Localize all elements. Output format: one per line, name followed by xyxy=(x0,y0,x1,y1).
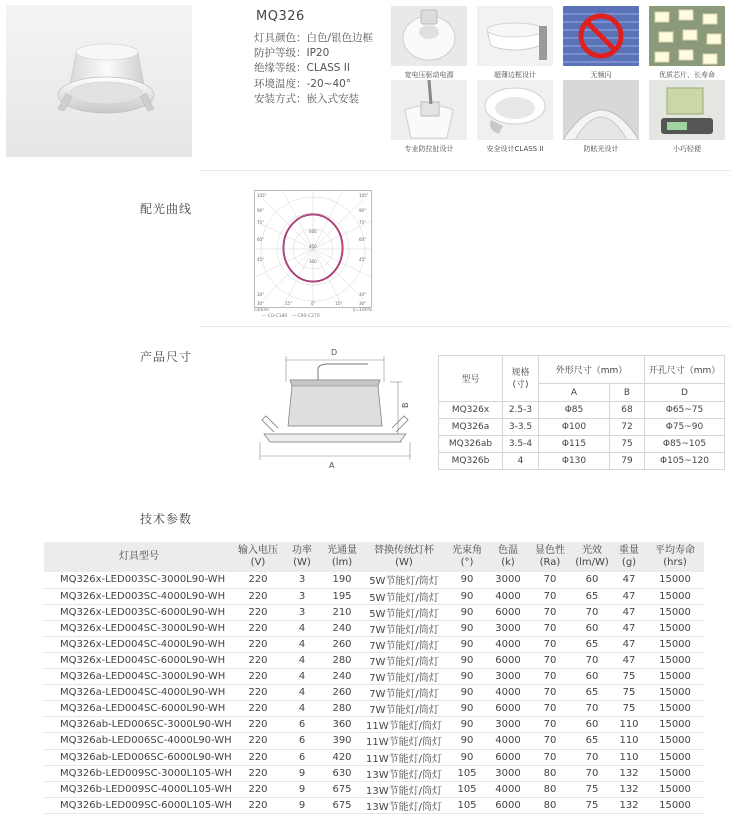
tech-cell: 220 xyxy=(234,572,282,588)
polar-footer xyxy=(254,308,372,313)
tech-cell: 90 xyxy=(446,749,488,765)
tech-cell-model: MQ326x-LED003SC-6000L90-WH xyxy=(44,604,234,620)
tech-cell: 80 xyxy=(528,765,572,781)
angle-label-right: 90° xyxy=(359,208,367,213)
anti-pull-icon xyxy=(391,80,467,140)
tech-cell: 60 xyxy=(572,572,612,588)
tech-cell: 4000 xyxy=(488,636,528,652)
tech-cell: 4 xyxy=(282,701,322,717)
tech-cell: 220 xyxy=(234,765,282,781)
spec-installation: 安装方式：嵌入式安装 xyxy=(254,92,359,105)
tech-cell: 75 xyxy=(612,669,646,685)
safety-icon xyxy=(477,80,553,140)
tech-cell: 6000 xyxy=(488,701,528,717)
tech-cell: 70 xyxy=(528,733,572,749)
tech-cell: 220 xyxy=(234,797,282,813)
tech-cell: 6 xyxy=(282,733,322,749)
table-row xyxy=(44,797,704,813)
tech-cell: 15000 xyxy=(646,572,704,588)
tech-cell: 4 xyxy=(282,669,322,685)
spec-list xyxy=(254,31,373,107)
angle-label-right: 105° xyxy=(359,193,369,198)
tech-cell: 90 xyxy=(446,636,488,652)
tech-cell: 15000 xyxy=(646,620,704,636)
tech-header-cri: 显色性 (Ra) xyxy=(528,542,572,572)
table-row xyxy=(44,701,704,717)
tech-cell: 4 xyxy=(282,620,322,636)
angle-label-left: 75° xyxy=(257,220,265,225)
tech-cell: 65 xyxy=(572,588,612,604)
tech-cell: 3 xyxy=(282,572,322,588)
tech-header-flux: 光通量 (lm) xyxy=(322,542,362,572)
tech-cell: 3000 xyxy=(488,669,528,685)
tech-cell: 47 xyxy=(612,652,646,668)
angle-label-right: 60° xyxy=(359,237,367,242)
tech-cell-model: MQ326ab-LED006SC-4000L90-WH xyxy=(44,733,234,749)
tech-cell: 65 xyxy=(572,733,612,749)
tech-cell: 280 xyxy=(322,652,362,668)
tech-cell: 105 xyxy=(446,765,488,781)
tech-cell: 220 xyxy=(234,717,282,733)
radial-label: 600 xyxy=(309,229,317,234)
downlight-icon xyxy=(6,5,192,157)
tech-cell: 75 xyxy=(612,701,646,717)
tech-cell: 220 xyxy=(234,620,282,636)
tech-cell: 11W节能灯/筒灯 xyxy=(362,749,446,765)
product-photo xyxy=(6,5,192,157)
feature-anti-pull: 专业防拉扯设计 xyxy=(391,80,467,154)
table-row xyxy=(44,572,704,588)
tech-cell: 70 xyxy=(528,685,572,701)
dim-header-spec: 规格 (寸) xyxy=(503,356,539,402)
tech-cell: 105 xyxy=(446,797,488,813)
tech-cell: 70 xyxy=(572,749,612,765)
tech-cell: 220 xyxy=(234,781,282,797)
table-row xyxy=(44,669,704,685)
tech-cell: 47 xyxy=(612,604,646,620)
tech-cell: 15000 xyxy=(646,781,704,797)
tech-cell-model: MQ326a-LED004SC-4000L90-WH xyxy=(44,685,234,701)
tech-cell: 70 xyxy=(528,669,572,685)
tech-cell: 260 xyxy=(322,685,362,701)
tech-cell: 15000 xyxy=(646,701,704,717)
tech-cell: 110 xyxy=(612,749,646,765)
tech-cell: 3 xyxy=(282,588,322,604)
tech-cell: 210 xyxy=(322,604,362,620)
tech-cell: 70 xyxy=(572,701,612,717)
tech-cell: 5W节能灯/筒灯 xyxy=(362,588,446,604)
tech-cell-model: MQ326b-LED009SC-4000L105-WH xyxy=(44,781,234,797)
tech-cell: 60 xyxy=(572,620,612,636)
angle-label-right: 75° xyxy=(359,220,367,225)
tech-cell: 90 xyxy=(446,669,488,685)
tech-cell: 220 xyxy=(234,588,282,604)
dimensions-title: 产品尺寸 xyxy=(140,350,193,364)
table-row xyxy=(44,749,704,765)
tech-cell: 47 xyxy=(612,588,646,604)
table-row xyxy=(44,636,704,652)
tech-cell: 260 xyxy=(322,636,362,652)
tech-cell: 80 xyxy=(528,797,572,813)
tech-cell-model: MQ326ab-LED006SC-3000L90-WH xyxy=(44,717,234,733)
tech-cell: 220 xyxy=(234,685,282,701)
polar-legend xyxy=(262,314,320,319)
tech-cell-model: MQ326x-LED003SC-4000L90-WH xyxy=(44,588,234,604)
tech-cell: 195 xyxy=(322,588,362,604)
tech-cell: 15000 xyxy=(646,717,704,733)
dim-row: MQ326x 2.5-3 Φ85 68 Φ65~75 xyxy=(439,402,725,419)
tech-cell: 220 xyxy=(234,701,282,717)
tech-cell: 75 xyxy=(612,685,646,701)
tech-cell: 420 xyxy=(322,749,362,765)
tech-cell: 15000 xyxy=(646,669,704,685)
dim-b-label: B xyxy=(401,402,410,408)
tech-cell: 90 xyxy=(446,620,488,636)
lightweight-icon xyxy=(649,80,725,140)
feature-no-flicker: 无频闪 xyxy=(563,6,639,80)
table-row xyxy=(44,781,704,797)
tech-cell: 5W节能灯/筒灯 xyxy=(362,572,446,588)
angle-label-left: 105° xyxy=(257,193,267,198)
tech-cell: 132 xyxy=(612,781,646,797)
tech-cell: 80 xyxy=(528,781,572,797)
tech-cell: 13W节能灯/筒灯 xyxy=(362,781,446,797)
tech-cell: 6 xyxy=(282,749,322,765)
tech-cell: 70 xyxy=(572,765,612,781)
spec-temperature: 环境温度：-20~40° xyxy=(254,77,352,90)
tech-cell: 70 xyxy=(528,749,572,765)
tech-cell: 70 xyxy=(528,652,572,668)
tech-cell: 132 xyxy=(612,797,646,813)
tech-cell: 70 xyxy=(528,588,572,604)
tech-cell: 90 xyxy=(446,733,488,749)
bottom-angle-label: 0° xyxy=(311,301,316,306)
tech-cell: 240 xyxy=(322,620,362,636)
tech-cell-model: MQ326a-LED004SC-6000L90-WH xyxy=(44,701,234,717)
table-row xyxy=(44,717,704,733)
tech-cell: 110 xyxy=(612,717,646,733)
spec-insulation: 绝缘等级：CLASS II xyxy=(254,62,350,75)
tech-cell-model: MQ326ab-LED006SC-6000L90-WH xyxy=(44,749,234,765)
tech-header-power: 功率 (W) xyxy=(282,542,322,572)
bottom-angle-label: 15° xyxy=(335,301,343,306)
tech-cell-model: MQ326a-LED004SC-3000L90-WH xyxy=(44,669,234,685)
tech-cell: 4000 xyxy=(488,685,528,701)
table-row xyxy=(44,620,704,636)
tech-cell: 4 xyxy=(282,652,322,668)
tech-cell: 90 xyxy=(446,717,488,733)
polar-efficiency: η=100% xyxy=(352,308,372,313)
spec-color: 灯具颜色：白色/银色边框 xyxy=(254,32,374,44)
tech-cell: 60 xyxy=(572,717,612,733)
polar-unit: cd/klm xyxy=(254,308,270,313)
tech-cell: 15000 xyxy=(646,797,704,813)
tech-cell: 47 xyxy=(612,636,646,652)
tech-cell: 6000 xyxy=(488,604,528,620)
tech-cell: 75 xyxy=(572,781,612,797)
tech-cell: 220 xyxy=(234,669,282,685)
tech-cell: 4000 xyxy=(488,733,528,749)
polar-chart xyxy=(254,190,372,308)
tech-cell-model: MQ326x-LED004SC-3000L90-WH xyxy=(44,620,234,636)
angle-label-left: 45° xyxy=(257,257,265,262)
tech-cell: 9 xyxy=(282,781,322,797)
dim-row: MQ326a 3-3.5 Φ100 72 Φ75~90 xyxy=(439,419,725,436)
angle-label-left: 30° xyxy=(257,292,265,297)
tech-cell: 105 xyxy=(446,781,488,797)
dimension-drawing xyxy=(250,342,420,472)
tech-cell: 220 xyxy=(234,604,282,620)
radial-label: 450 xyxy=(309,244,317,249)
table-row xyxy=(44,733,704,749)
tech-cell: 220 xyxy=(234,652,282,668)
tech-cell: 3000 xyxy=(488,765,528,781)
tech-cell: 220 xyxy=(234,733,282,749)
tech-cell: 675 xyxy=(322,797,362,813)
light-curve-title: 配光曲线 xyxy=(140,202,193,216)
tech-cell: 190 xyxy=(322,572,362,588)
tech-cell: 15000 xyxy=(646,604,704,620)
table-row xyxy=(44,652,704,668)
bottom-angle-label: 30° xyxy=(359,301,367,306)
feature-led-chip: 优质芯片、长寿命 xyxy=(649,6,725,80)
dim-header-b: B xyxy=(610,384,645,402)
tech-cell: 110 xyxy=(612,733,646,749)
tech-cell-model: MQ326x-LED003SC-3000L90-WH xyxy=(44,572,234,588)
tech-cell: 60 xyxy=(572,669,612,685)
tech-cell: 6000 xyxy=(488,749,528,765)
tech-cell: 70 xyxy=(528,636,572,652)
legend-c0: — C0-C180 xyxy=(262,314,288,319)
tech-cell: 7W节能灯/筒灯 xyxy=(362,620,446,636)
tech-cell: 90 xyxy=(446,685,488,701)
legend-c90: — C90-C270 xyxy=(291,314,320,319)
tech-cell: 15000 xyxy=(646,765,704,781)
tech-cell: 47 xyxy=(612,572,646,588)
feature-driver: 宽电压驱动电源 xyxy=(391,6,467,80)
tech-cell: 7W节能灯/筒灯 xyxy=(362,685,446,701)
angle-label-left: 90° xyxy=(257,208,265,213)
spec-ip: 防护等级：IP20 xyxy=(254,47,330,60)
tech-cell: 7W节能灯/筒灯 xyxy=(362,669,446,685)
tech-cell: 4 xyxy=(282,636,322,652)
tech-cell: 15000 xyxy=(646,685,704,701)
tech-cell: 70 xyxy=(572,604,612,620)
feature-anti-glare: 防眩光设计 xyxy=(563,80,639,154)
section-divider xyxy=(200,170,730,171)
tech-cell: 220 xyxy=(234,749,282,765)
dim-row: MQ326b 4 Φ130 79 Φ105~120 xyxy=(439,453,725,470)
tech-cell: 360 xyxy=(322,717,362,733)
no-flicker-icon xyxy=(563,6,639,66)
tech-cell: 4000 xyxy=(488,588,528,604)
tech-cell: 6000 xyxy=(488,652,528,668)
tech-cell: 15000 xyxy=(646,588,704,604)
tech-cell: 9 xyxy=(282,765,322,781)
tech-cell: 90 xyxy=(446,701,488,717)
tech-cell: 3000 xyxy=(488,717,528,733)
table-row xyxy=(44,588,704,604)
tech-cell: 390 xyxy=(322,733,362,749)
tech-cell: 90 xyxy=(446,652,488,668)
tech-cell: 5W节能灯/筒灯 xyxy=(362,604,446,620)
tech-cell: 13W节能灯/筒灯 xyxy=(362,765,446,781)
tech-cell: 280 xyxy=(322,701,362,717)
tech-cell: 70 xyxy=(528,717,572,733)
tech-cell: 70 xyxy=(528,604,572,620)
tech-cell: 675 xyxy=(322,781,362,797)
tech-cell: 90 xyxy=(446,604,488,620)
bottom-angle-label: 15° xyxy=(285,301,293,306)
angle-label-left: 60° xyxy=(257,237,265,242)
dim-d-label: D xyxy=(331,348,338,357)
tech-cell: 3 xyxy=(282,604,322,620)
tech-header-cct: 色温 (k) xyxy=(488,542,528,572)
tech-cell: 15000 xyxy=(646,733,704,749)
tech-cell: 15000 xyxy=(646,636,704,652)
tech-cell: 4 xyxy=(282,685,322,701)
tech-cell: 11W节能灯/筒灯 xyxy=(362,733,446,749)
tech-cell: 132 xyxy=(612,765,646,781)
tech-cell: 240 xyxy=(322,669,362,685)
tech-params-title: 技术参数 xyxy=(140,512,193,526)
dim-header-outer: 外形尺寸（mm） xyxy=(539,356,645,384)
feature-lightweight: 小巧轻便 xyxy=(649,80,725,154)
tech-cell: 90 xyxy=(446,588,488,604)
dim-header-model: 型号 xyxy=(439,356,503,402)
tech-cell: 47 xyxy=(612,620,646,636)
dim-a-label: A xyxy=(329,461,335,470)
tech-header-row xyxy=(44,542,704,572)
tech-cell: 630 xyxy=(322,765,362,781)
tech-cell: 220 xyxy=(234,636,282,652)
angle-label-right: 45° xyxy=(359,257,367,262)
dim-row: MQ326ab 3.5-4 Φ115 75 Φ85~105 xyxy=(439,436,725,453)
table-row xyxy=(44,604,704,620)
tech-cell: 65 xyxy=(572,636,612,652)
tech-cell: 90 xyxy=(446,572,488,588)
dimension-table xyxy=(438,355,725,470)
anti-glare-icon xyxy=(563,80,639,140)
tech-cell: 6 xyxy=(282,717,322,733)
tech-cell: 13W节能灯/筒灯 xyxy=(362,797,446,813)
radial-label: 300 xyxy=(309,259,317,264)
tech-header-weight: 重量 (g) xyxy=(612,542,646,572)
tech-header-model: 灯具型号 xyxy=(44,542,234,572)
dim-header-a: A xyxy=(539,384,610,402)
tech-table xyxy=(44,542,704,814)
table-row xyxy=(44,685,704,701)
model-title: MQ326 xyxy=(256,9,305,24)
tech-cell: 70 xyxy=(528,620,572,636)
tech-cell-model: MQ326b-LED009SC-3000L105-WH xyxy=(44,765,234,781)
dim-header-d: D xyxy=(645,384,725,402)
section-divider xyxy=(200,326,730,327)
tech-header-life: 平均寿命 (hrs) xyxy=(646,542,704,572)
tech-cell: 11W节能灯/筒灯 xyxy=(362,717,446,733)
driver-icon xyxy=(391,6,467,66)
table-row xyxy=(44,765,704,781)
tech-cell: 70 xyxy=(572,652,612,668)
dim-header-cut: 开孔尺寸（mm） xyxy=(645,356,725,384)
tech-cell: 15000 xyxy=(646,652,704,668)
tech-header-replace: 替换传统灯杯 (W) xyxy=(362,542,446,572)
tech-header-voltage: 输入电压 (V) xyxy=(234,542,282,572)
tech-header-efficacy: 光效 (lm/W) xyxy=(572,542,612,572)
tech-cell: 70 xyxy=(528,701,572,717)
tech-cell: 75 xyxy=(572,797,612,813)
tech-cell: 6000 xyxy=(488,797,528,813)
tech-cell: 70 xyxy=(528,572,572,588)
tech-cell: 65 xyxy=(572,685,612,701)
bottom-angle-label: 30° xyxy=(257,301,265,306)
tech-cell: 7W节能灯/筒灯 xyxy=(362,652,446,668)
angle-label-right: 30° xyxy=(359,292,367,297)
led-chip-icon xyxy=(649,6,725,66)
tech-cell-model: MQ326b-LED009SC-6000L105-WH xyxy=(44,797,234,813)
tech-cell-model: MQ326x-LED004SC-6000L90-WH xyxy=(44,652,234,668)
tech-cell: 4000 xyxy=(488,781,528,797)
tech-cell: 9 xyxy=(282,797,322,813)
tech-header-beam: 光束角 (°) xyxy=(446,542,488,572)
tech-cell: 7W节能灯/筒灯 xyxy=(362,636,446,652)
tech-cell-model: MQ326x-LED004SC-4000L90-WH xyxy=(44,636,234,652)
feature-thin-frame: 超薄边框设计 xyxy=(477,6,553,80)
tech-cell: 7W节能灯/筒灯 xyxy=(362,701,446,717)
tech-cell: 15000 xyxy=(646,749,704,765)
thin-frame-icon xyxy=(477,6,553,66)
tech-cell: 3000 xyxy=(488,572,528,588)
tech-cell: 3000 xyxy=(488,620,528,636)
feature-safety: 安全设计CLASS II xyxy=(477,80,553,154)
